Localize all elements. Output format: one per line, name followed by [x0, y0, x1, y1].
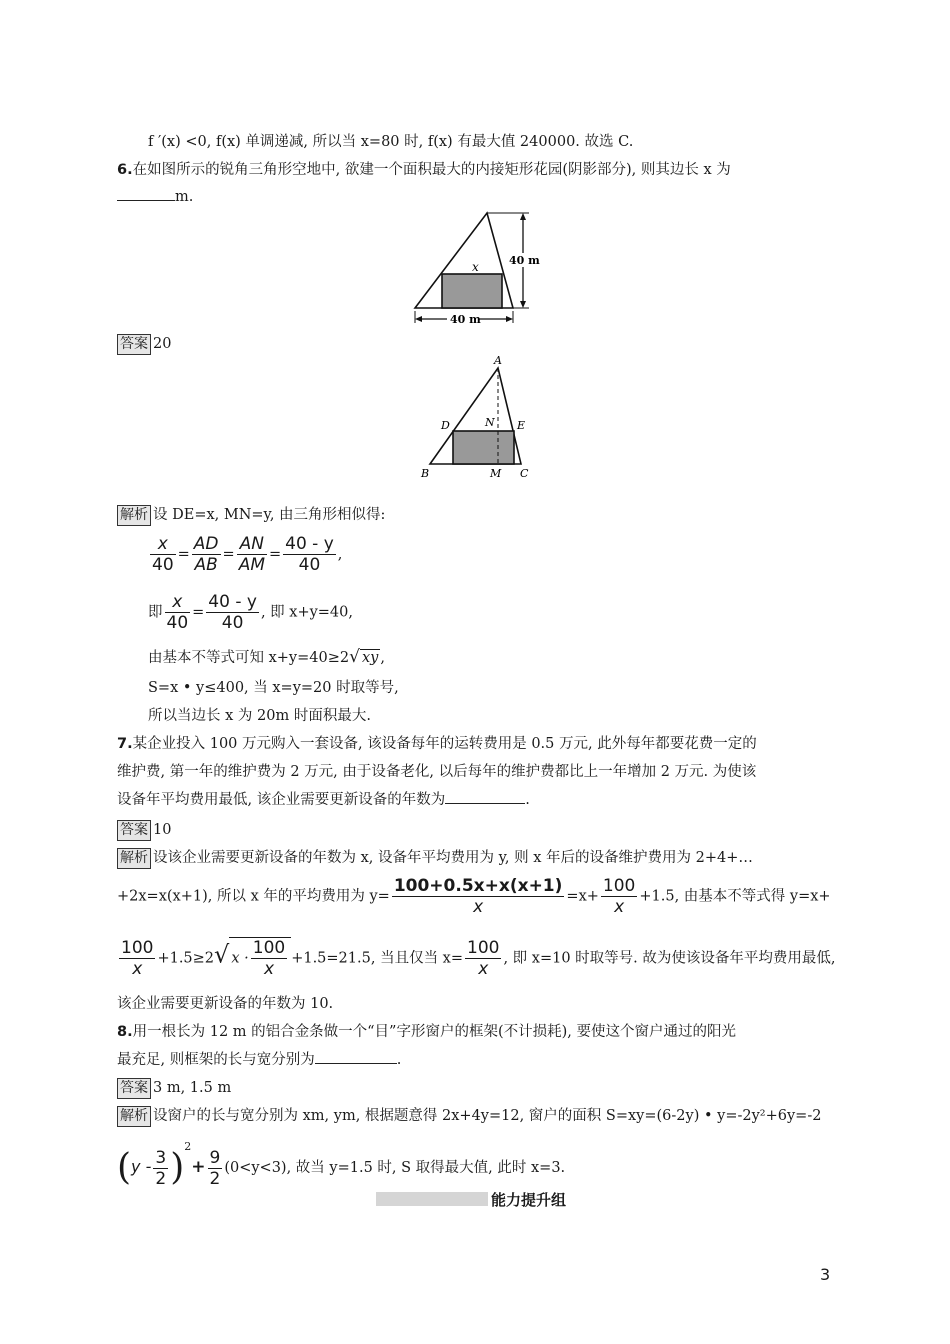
denominator: x — [132, 959, 143, 979]
denominator: x — [473, 897, 484, 917]
inequality-line — [148, 646, 385, 667]
denominator: 40 — [152, 555, 174, 575]
problem6-number: 6. — [117, 162, 133, 178]
fraction — [392, 876, 565, 917]
fraction — [165, 592, 191, 633]
numerator: AD — [193, 534, 219, 554]
sqrt-content — [229, 937, 291, 979]
denominator: AM — [238, 555, 265, 575]
problem8-text: 用一根长为 12 m 的铝合金条做一个“目”字形窗户的框架(不计损耗), 要使这个窗户通过的阳光 — [132, 1024, 736, 1040]
denominator: x — [478, 959, 489, 979]
plus-sign: + — [191, 1157, 206, 1177]
problem7-line2: 维护费, 第一年的维护费为 2 万元, 由于设备老化, 以后每年的维护费都比上一年增加 2 万元. 为使该 — [117, 764, 757, 780]
problem8-number: 8. — [117, 1024, 133, 1040]
paren-close: ) — [170, 1147, 185, 1188]
rectangle-de — [453, 431, 514, 464]
label-D: D — [441, 419, 450, 432]
denominator: 40 — [221, 613, 244, 633]
problem7-text: 设备年平均费用最低, 该企业需要更新设备的年数为 — [117, 792, 446, 808]
sqrt-symbol: √ — [214, 940, 230, 969]
section-title: 能力提升组 — [491, 1191, 567, 1209]
sqrt-symbol: √ — [349, 647, 360, 667]
numerator: 9 — [209, 1147, 221, 1168]
numerator: x — [150, 534, 176, 555]
problem6-unit: m. — [175, 189, 194, 205]
numerator: 100 — [467, 938, 500, 958]
solution-text: 设 DE=x, MN=y, 由三角形相似得: — [153, 507, 386, 523]
fraction — [206, 592, 259, 633]
solution-text: +1.5=21.5, 当且仅当 x= — [291, 950, 464, 967]
conclusion-line: 所以当边长 x 为 20m 时面积最大. — [148, 708, 371, 724]
problem7-solution-line2 — [117, 876, 831, 917]
triangle-figure-2 — [418, 352, 538, 482]
problem6-solution-intro — [117, 504, 385, 526]
label-C: C — [520, 467, 529, 480]
page-number: 3 — [820, 1265, 831, 1284]
problem8-text: 最充足, 则框架的长与宽分别为 — [117, 1052, 315, 1068]
answer-value: 20 — [153, 336, 172, 352]
area-line: S=x • y≤400, 当 x=y=20 时取等号, — [148, 680, 399, 696]
x-label: x — [472, 260, 479, 274]
fraction — [465, 938, 501, 979]
period: . — [525, 792, 530, 808]
fraction — [119, 938, 155, 979]
problem6-question: 在如图所示的锐角三角形空地中, 欲建一个面积最大的内接矩形花园(阴影部分), 则其边长 x 为 — [132, 162, 731, 178]
solution-tag: 解析 — [117, 1106, 151, 1127]
arrow-head-left — [415, 316, 422, 322]
problem8-line2 — [117, 1049, 401, 1071]
label-A: A — [494, 354, 502, 367]
carryover-line: f ′(x) <0, f(x) 单调递减, 所以当 x=80 时, f(x) 有最大值 240000. 故选 C. — [148, 134, 634, 150]
solution-text: 设窗户的长与宽分别为 xm, ym, 根据题意得 2x+4y=12, 窗户的面积 S=xy=(6-2y) • y=-2y²+6y=-2 — [153, 1108, 822, 1124]
answer-blank — [315, 1049, 397, 1064]
sqrt-content: xy — [361, 650, 379, 666]
arrow-head-up — [520, 213, 526, 220]
comma: , — [337, 546, 343, 563]
problem8-solution-line2 — [117, 1136, 565, 1189]
period: . — [396, 1052, 402, 1068]
problem7-solution-line1 — [117, 847, 753, 869]
base-label: 40 m — [450, 313, 481, 326]
denominator: AB — [194, 555, 218, 575]
solution-text: (0<y<3), 故当 y=1.5 时, S 取得最大值, 此时 x=3. — [224, 1160, 566, 1176]
equals: = — [222, 546, 235, 563]
problem6-line2 — [117, 186, 193, 208]
numerator: 100+0.5x+x(x+1) — [393, 876, 563, 896]
exponent: 2 — [184, 1140, 192, 1153]
fraction — [251, 938, 287, 979]
denominator: 2 — [209, 1168, 221, 1189]
problem8-line1 — [117, 1021, 736, 1043]
ji-suffix: , 即 x+y=40, — [260, 604, 353, 621]
problem6-answer — [117, 333, 171, 355]
solution-text: +2x=x(x+1), 所以 x 年的平均费用为 y= — [117, 888, 390, 905]
numerator: 40 - y — [208, 592, 257, 612]
equals: = — [192, 604, 205, 621]
label-E: E — [517, 419, 526, 432]
numerator: 100 — [121, 938, 154, 958]
answer-tag: 答案 — [117, 334, 151, 355]
numerator: AN — [237, 534, 267, 555]
fraction — [153, 1148, 168, 1189]
simplified-equation — [148, 592, 353, 633]
fraction — [237, 534, 267, 575]
answer-value: 3 m, 1.5 m — [153, 1080, 232, 1096]
problem7-solution-line3 — [117, 937, 836, 979]
problem7-text: 某企业投入 100 万元购入一套设备, 该设备每年的运转费用是 0.5 万元, 此外每年都要花费一定的 — [132, 736, 757, 752]
label-N: N — [485, 416, 495, 429]
fraction — [601, 876, 637, 917]
arrow-head-down — [520, 301, 526, 308]
solution-text: 设该企业需要更新设备的年数为 x, 设备年平均费用为 y, 则 x 年后的设备维护费用为 2+4+… — [153, 850, 753, 866]
denominator: 2 — [155, 1168, 167, 1189]
arrow-head-right — [506, 316, 513, 322]
solution-tag: 解析 — [117, 505, 151, 526]
inequality-text: 由基本不等式可知 x+y=40≥2 — [148, 650, 350, 666]
height-label: 40 m — [509, 254, 540, 267]
ji-word: 即 — [148, 604, 163, 621]
equals: = — [268, 546, 282, 563]
fraction — [208, 1148, 223, 1189]
problem7-solution-line4: 该企业需要更新设备的年数为 10. — [117, 996, 334, 1012]
fraction — [192, 534, 221, 575]
problem7-line3 — [117, 789, 530, 811]
paren-content: y - — [131, 1157, 152, 1176]
problem8-solution-line1 — [117, 1105, 821, 1127]
answer-blank — [445, 789, 525, 804]
solution-text: +1.5≥2 — [157, 950, 215, 967]
solution-text: , 即 x=10 时取等号. 故为使该设备年平均费用最低, — [503, 950, 836, 967]
shaded-rectangle — [442, 274, 502, 308]
problem8-answer — [117, 1077, 231, 1099]
denominator: 40 — [166, 613, 189, 633]
numerator: x — [165, 592, 191, 613]
answer-tag: 答案 — [117, 1078, 151, 1099]
solution-text: =x+ — [566, 888, 599, 905]
problem7-answer — [117, 819, 171, 841]
comma: , — [380, 650, 385, 666]
similarity-equation — [148, 534, 342, 575]
fraction — [150, 534, 176, 575]
denominator: x — [614, 897, 625, 917]
label-M: M — [490, 467, 502, 480]
solution-tag: 解析 — [117, 848, 151, 869]
solution-text: +1.5, 由基本不等式得 y=x+ — [639, 888, 831, 905]
problem6-line1 — [117, 159, 731, 181]
problem7-line1 — [117, 733, 757, 755]
numerator: 100 — [252, 938, 286, 958]
triangle-figure-1 — [405, 205, 555, 335]
problem7-number: 7. — [117, 736, 133, 752]
numerator: 40 - y — [285, 534, 334, 554]
denominator: x — [263, 959, 274, 979]
answer-blank — [117, 186, 175, 201]
numerator: 3 — [155, 1147, 167, 1168]
fraction — [283, 534, 336, 575]
denominator: 40 — [298, 555, 321, 575]
paren-open: ( — [117, 1147, 132, 1188]
numerator: 100 — [602, 876, 636, 896]
answer-value: 10 — [153, 822, 172, 838]
label-B: B — [421, 467, 430, 480]
section-bar — [376, 1192, 488, 1206]
answer-tag: 答案 — [117, 820, 151, 841]
equals: = — [177, 546, 190, 563]
sqrt-x: x · — [231, 950, 249, 967]
